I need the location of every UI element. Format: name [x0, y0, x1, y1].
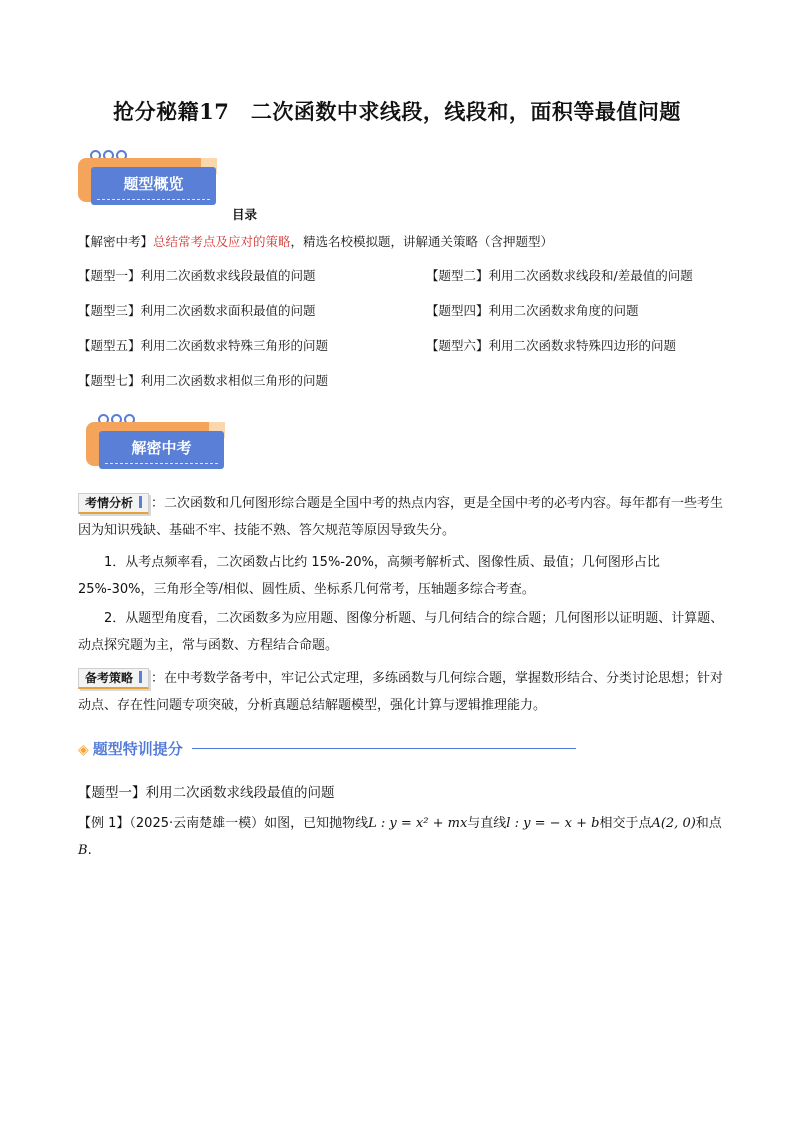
- type-item-3[interactable]: 【题型三】利用二次函数求面积最值的问题: [78, 303, 316, 318]
- decode-banner: [86, 414, 236, 484]
- intro-prefix: 【解密中考】: [78, 234, 154, 249]
- type-item-1[interactable]: 【题型一】利用二次函数求线段最值的问题: [78, 268, 316, 283]
- intro-highlight: 总结常考点及应对的策略: [153, 234, 291, 249]
- type-item-4[interactable]: 【题型四】利用二次函数求角度的问题: [426, 303, 639, 318]
- type-item-5[interactable]: 【题型五】利用二次函数求特殊三角形的问题: [78, 338, 329, 353]
- strategy-text: ：在中考数学备考中，牢记公式定理，多练函数与几何综合题，掌握数形结合、分类讨论思想；针对动点、存在性问题专项突破，分析真题总结解题模型，强化计算与逻辑推理能力。: [78, 671, 724, 713]
- analysis-badge: 考情分析: [78, 493, 149, 514]
- type-item-7[interactable]: 【题型七】利用二次函数求相似三角形的问题: [78, 373, 329, 388]
- example-label: 【例 1】: [78, 816, 130, 831]
- strategy-badge: 备考策略: [78, 668, 149, 689]
- decode-banner-label: 解密中考: [99, 431, 224, 469]
- section-divider: [192, 748, 576, 749]
- page-title: 抢分秘籍17 二次函数中求线段，线段和，面积等最值问题: [113, 99, 681, 124]
- overview-banner: [78, 150, 228, 220]
- toc-label: 目录: [232, 207, 258, 222]
- example-source: （2025·云南楚雄一模）: [129, 816, 265, 831]
- line-formula: l : y = − x + b: [506, 816, 600, 831]
- intro-line: [78, 232, 553, 250]
- analysis-point-2: 2．从题型角度看，二次函数多为应用题、图像分析题、与几何结合的综合题；几何图形以证明题、计算题、动点探究题为主，常与函数、方程结合命题。: [78, 611, 724, 653]
- intro-rest: ，精选名校模拟题，讲解通关策略（含押题型）: [290, 234, 554, 249]
- type-item-6[interactable]: 【题型六】利用二次函数求特殊四边形的问题: [426, 338, 677, 353]
- diamond-icon: ◈: [78, 742, 89, 758]
- analysis-text: ：二次函数和几何图形综合题是全国中考的热点内容，更是全国中考的必考内容。每年都有一些考生因为知识残缺、基础不牢、技能不熟、答欠规范等原因导致失分。: [78, 496, 724, 538]
- analysis-point-1: 1．从考点频率看，二次函数占比约 15%-20%，高频考解析式、图像性质、最值；几何图形占比 25%-30%，三角形全等/相似、圆性质、坐标系几何常考，压轴题多综合考查。: [78, 555, 660, 597]
- type1-heading: 【题型一】利用二次函数求线段最值的问题: [78, 785, 335, 801]
- section-title: ◈ 题型特训提分: [78, 740, 183, 758]
- strategy-block: [78, 665, 724, 719]
- point-b: B: [78, 843, 88, 858]
- parabola-formula: L : y = x² + mx: [368, 816, 468, 831]
- type-item-2[interactable]: 【题型二】利用二次函数求线段和/差最值的问题: [426, 268, 693, 283]
- analysis-block: [78, 490, 724, 544]
- overview-banner-label: 题型概览: [91, 167, 216, 205]
- point-a: A(2, 0): [651, 816, 696, 831]
- example-1: 【例 1】（2025·云南楚雄一模）如图，已知抛物线L : y = x² + mx与直线l : y = − x + b相交于点A(2, 0)和点B.: [78, 816, 722, 858]
